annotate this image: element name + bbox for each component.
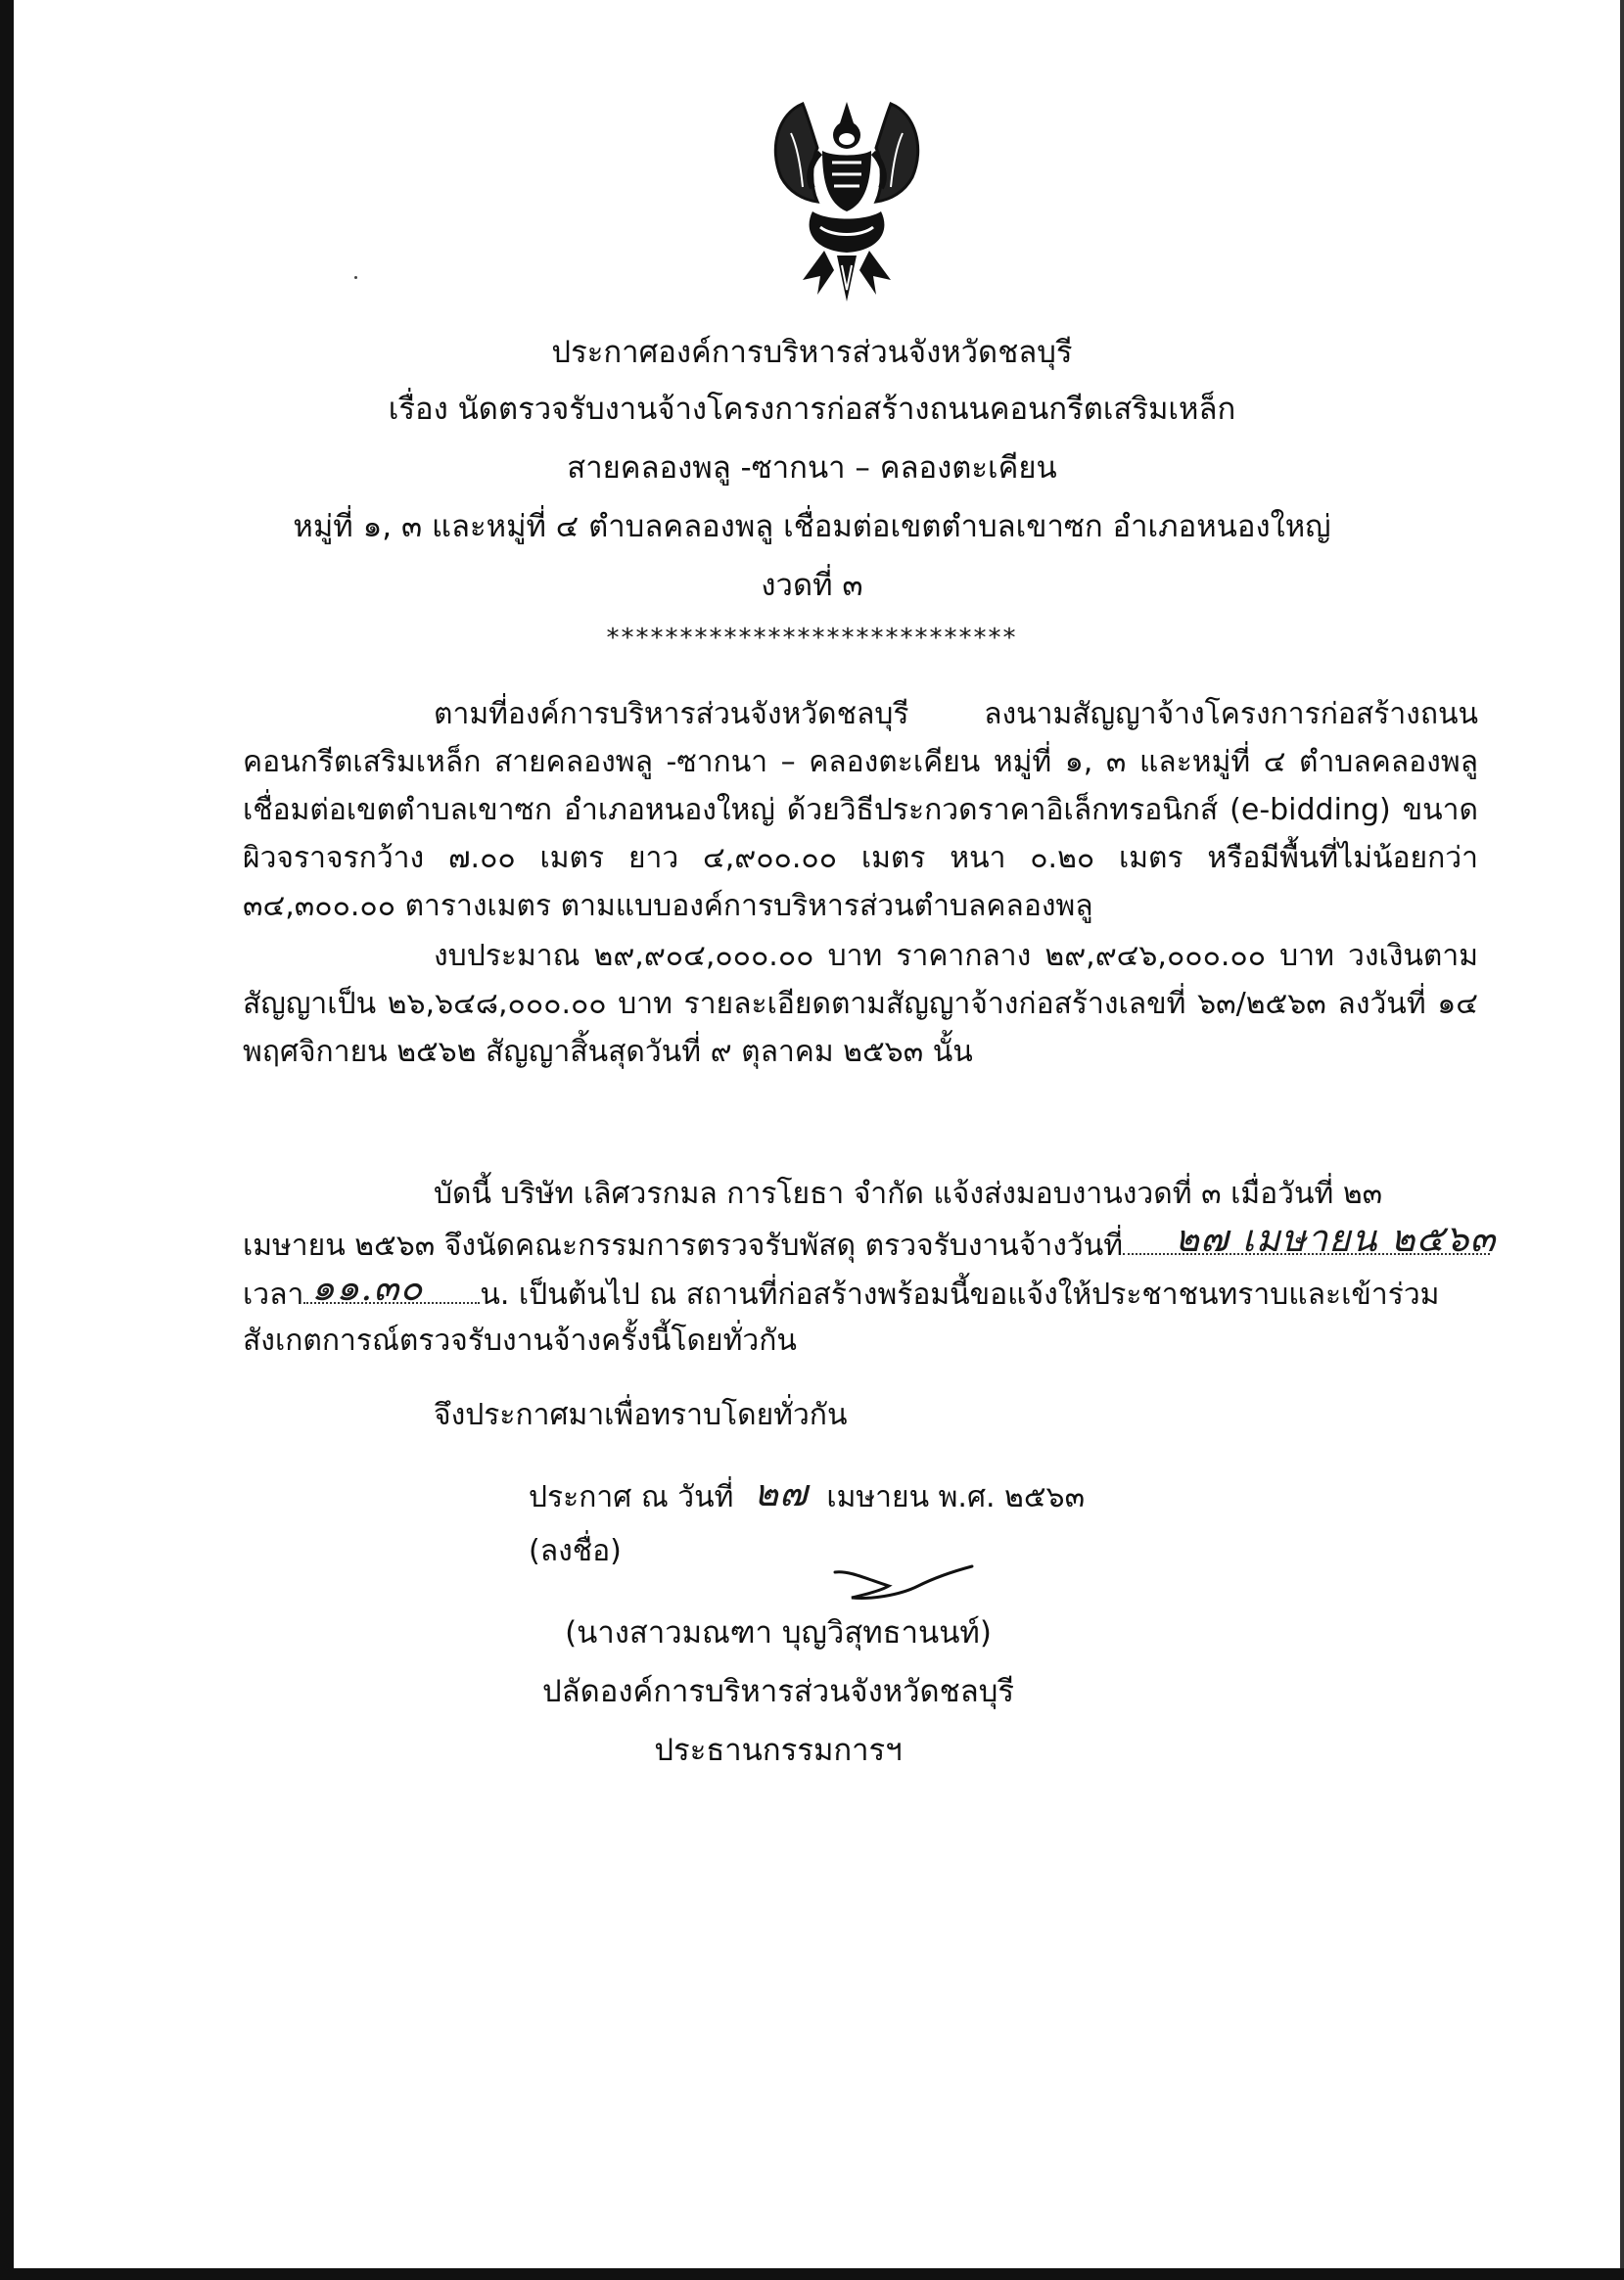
time-label: เวลา bbox=[243, 1278, 304, 1312]
installment-line: งวดที่ ๓ bbox=[761, 568, 863, 603]
inspection-date-label: เมษายน ๒๕๖๓ จึงนัดคณะกรรมการตรวจรับพัสดุ ตรวจรับงานจ้างวันที่ bbox=[243, 1229, 1124, 1263]
paragraph-delivery-line4: สังเกตการณ์ตรวจรับงานจ้างครั้งนี้โดยทั่วกัน bbox=[243, 1324, 797, 1358]
time-suffix: น. เป็นต้นไป ณ สถานที่ก่อสร้างพร้อมนี้ขอแจ้งให้ประชาชนทราบและเข้าร่วม bbox=[480, 1278, 1440, 1312]
paragraph-contract: ตามที่องค์การบริหารส่วนจังหวัดชลบุรี ลงนามสัญญาจ้างโครงการก่อสร้างถนนคอนกรีตเสริมเหล็ก สายคลองพลู -ซากนา – คลองตะเคียน หมู่ที่ ๑, ๓ และหมู่ที่ ๔ ตำบลคลองพลู เชื่อมต่อเขตตำบลเขาซก อำเภอหนองใหญ่ ด้วยวิธีประกวดราคาอิเล็กทรอนิกส์ (e-bidding) ขนาดผิวจราจรกว้าง ๗.๐๐ เมตร ยาว ๔,๙๐๐.๐๐ เมตร หนา ๐.๒๐ เมตร หรือมีพื้นที่ไม่น้อยกว่า ๓๔,๓๐๐.๐๐ ตารางเมตร ตามแบบองค์การบริหารส่วนตำบลคลองพลู bbox=[243, 697, 1478, 923]
garuda-emblem-icon bbox=[764, 94, 930, 304]
paragraph-delivery-line1: บัดนี้ บริษัท เลิศวรกมล การโยธา จำกัด แจ้งส่งมอบงานงวดที่ ๓ เมื่อวันที่ ๒๓ bbox=[434, 1177, 1383, 1211]
location-line: หมู่ที่ ๑, ๓ และหมู่ที่ ๔ ตำบลคลองพลู เชื่อมต่อเขตตำบลเขาซก อำเภอหนองใหญ่ bbox=[293, 509, 1331, 544]
handwritten-day: ๒๗ bbox=[754, 1471, 809, 1514]
scan-edge-bottom bbox=[0, 2268, 1624, 2280]
signer-role: ประธานกรรมการฯ bbox=[654, 1733, 903, 1768]
signer-name: (นางสาวมณฑา บุญวิสุทธานนท์) bbox=[565, 1615, 992, 1651]
announcement: จึงประกาศมาเพื่อทราบโดยทั่วกัน bbox=[434, 1398, 848, 1432]
paragraph-budget: งบประมาณ ๒๙,๙๐๔,๐๐๐.๐๐ บาท ราคากลาง ๒๙,๙๔๖,๐๐๐.๐๐ บาท วงเงินตามสัญญาเป็น ๒๖,๖๔๘,๐๐๐.๐๐ บาท รายละเอียดตามสัญญาจ้างก่อสร้างเลขที่ ๖๓/๒๕๖๓ ลงวันที่ ๑๔ พฤศจิกายน ๒๕๖๒ สัญญาสิ้นสุดวันที่ ๙ ตุลาคม ๒๕๖๓ นั้น bbox=[243, 939, 1478, 1069]
separator: **************************** bbox=[606, 624, 1018, 653]
handwritten-signature bbox=[830, 1562, 977, 1605]
scan-speck bbox=[354, 276, 357, 279]
subject-line: เรื่อง นัดตรวจรับงานจ้างโครงการก่อสร้างถนนคอนกรีตเสริมเหล็ก bbox=[388, 392, 1236, 427]
announce-date-suffix: เมษายน พ.ศ. ๒๕๖๓ bbox=[826, 1480, 1086, 1514]
signer-position: ปลัดองค์การบริหารส่วนจังหวัดชลบุรี bbox=[541, 1674, 1015, 1709]
org-title: ประกาศองค์การบริหารส่วนจังหวัดชลบุรี bbox=[551, 335, 1073, 370]
handwritten-inspection-date: ๒๗ เมษายน ๒๕๖๓ bbox=[1175, 1217, 1497, 1260]
signed-label: (ลงชื่อ) bbox=[529, 1534, 622, 1568]
route-line: สายคลองพลู -ซากนา – คลองตะเคียน bbox=[567, 450, 1057, 486]
handwritten-time: ๑๑.๓๐ bbox=[311, 1266, 424, 1309]
announce-date-prefix: ประกาศ ณ วันที่ bbox=[529, 1480, 734, 1514]
